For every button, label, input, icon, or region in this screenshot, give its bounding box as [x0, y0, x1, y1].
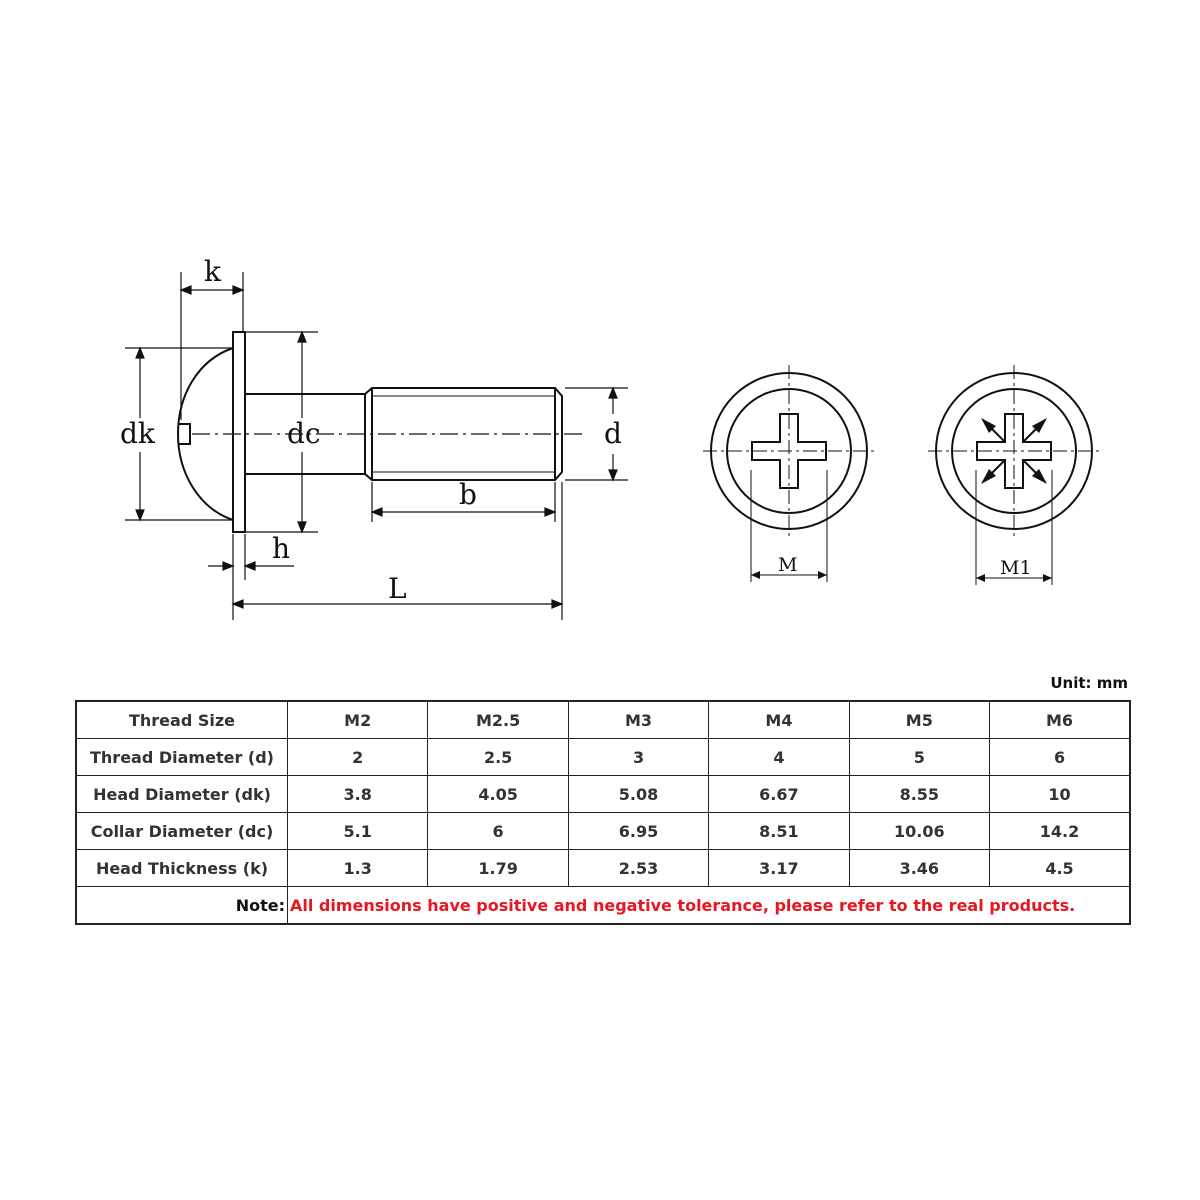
header-thread-size: Thread Size — [76, 701, 288, 739]
label-L: L — [388, 572, 407, 605]
value-cell: 1.3 — [288, 850, 428, 887]
note-label: Note: — [76, 887, 288, 925]
label-d: d — [604, 417, 622, 450]
note-row — [76, 887, 1130, 925]
label-k: k — [204, 255, 221, 288]
value-cell: 5 — [849, 739, 989, 776]
row-label: Head Thickness (k) — [76, 850, 288, 887]
label-b: b — [459, 478, 477, 511]
value-cell: 5.08 — [568, 776, 708, 813]
value-cell: 6 — [990, 739, 1130, 776]
table-row — [76, 739, 1130, 776]
label-h: h — [272, 532, 291, 565]
size-cell: M5 — [849, 701, 989, 739]
value-cell: 4.5 — [990, 850, 1130, 887]
value-cell: 10.06 — [849, 813, 989, 850]
spec-table — [75, 700, 1131, 925]
table-header-row — [76, 701, 1130, 739]
table-row — [76, 776, 1130, 813]
label-dc: dc — [287, 417, 321, 450]
row-label: Thread Diameter (d) — [76, 739, 288, 776]
label-M: M — [778, 554, 798, 576]
value-cell: 6.95 — [568, 813, 708, 850]
head-slot — [178, 424, 190, 444]
size-cell: M2 — [288, 701, 428, 739]
row-label: Head Diameter (dk) — [76, 776, 288, 813]
value-cell: 3.17 — [709, 850, 849, 887]
value-cell: 3.8 — [288, 776, 428, 813]
value-cell: 5.1 — [288, 813, 428, 850]
label-dk: dk — [120, 417, 155, 450]
size-cell: M3 — [568, 701, 708, 739]
value-cell: 8.51 — [709, 813, 849, 850]
value-cell: 3 — [568, 739, 708, 776]
value-cell: 2.53 — [568, 850, 708, 887]
size-cell: M4 — [709, 701, 849, 739]
value-cell: 14.2 — [990, 813, 1130, 850]
note-text: All dimensions have positive and negative tolerance, please refer to the real products. — [288, 887, 1131, 925]
label-M1: M1 — [1000, 557, 1032, 579]
value-cell: 8.55 — [849, 776, 989, 813]
size-cell: M2.5 — [428, 701, 568, 739]
table-row — [76, 850, 1130, 887]
table-row — [76, 813, 1130, 850]
value-cell: 6 — [428, 813, 568, 850]
value-cell: 4 — [709, 739, 849, 776]
size-cell: M6 — [990, 701, 1130, 739]
value-cell: 1.79 — [428, 850, 568, 887]
row-label: Collar Diameter (dc) — [76, 813, 288, 850]
value-cell: 2.5 — [428, 739, 568, 776]
value-cell: 10 — [990, 776, 1130, 813]
unit-label: Unit: mm — [1050, 674, 1128, 692]
value-cell: 4.05 — [428, 776, 568, 813]
value-cell: 6.67 — [709, 776, 849, 813]
screw-collar — [233, 332, 245, 532]
value-cell: 2 — [288, 739, 428, 776]
value-cell: 3.46 — [849, 850, 989, 887]
